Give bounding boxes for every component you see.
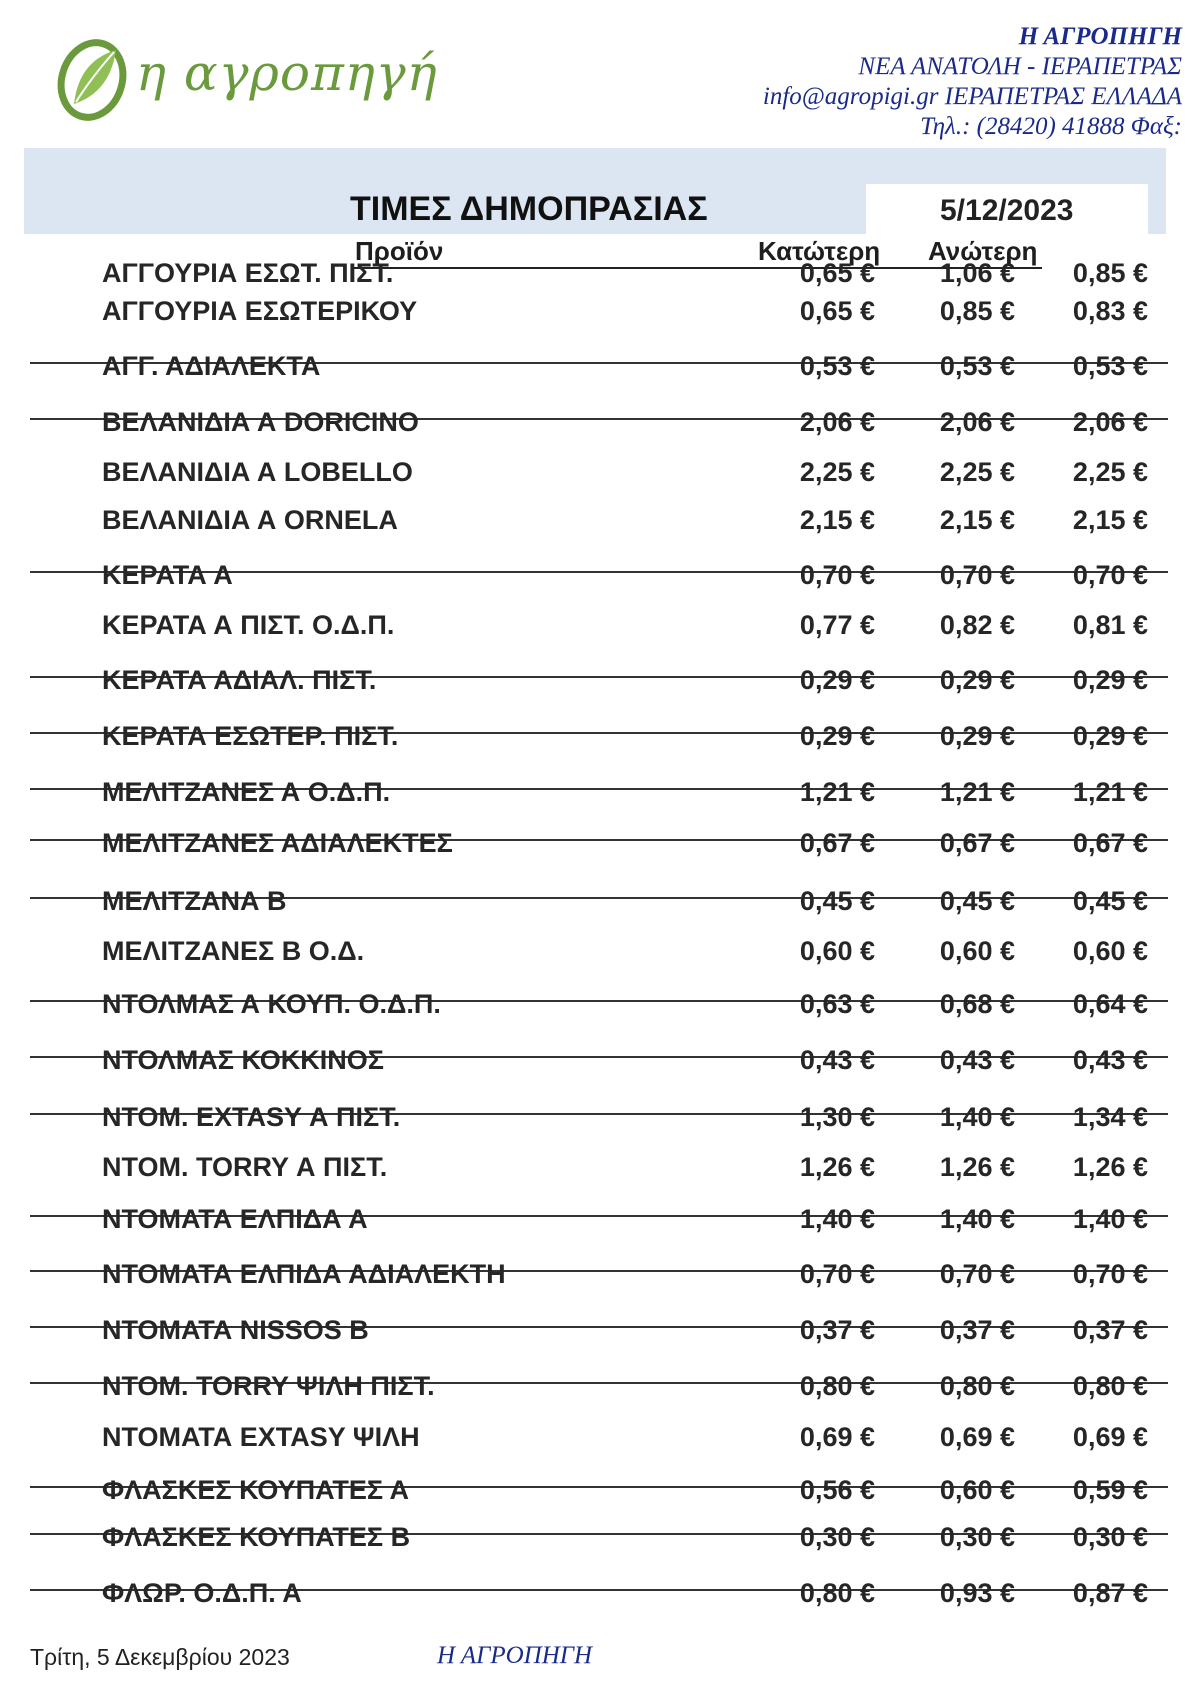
price-avg: 0,60 € [1072,936,1148,966]
price-high: 0,82 € [939,610,1015,640]
product-name: ΑΓΓ. ΑΔΙΑΛΕΚΤΑ [102,351,321,381]
table-row [0,347,1200,387]
price-avg: 0,59 € [1072,1475,1148,1505]
product-name: ΚΕΡΑΤΑ ΕΣΩΤΕΡ. ΠΙΣΤ. [102,721,399,751]
price-high: 0,53 € [939,351,1015,381]
price-low: 0,43 € [799,1045,875,1075]
price-high: 0,70 € [939,1259,1015,1289]
price-low: 0,67 € [799,828,875,858]
product-name: ΜΕΛΙΤΖΑΝΕΣ ΑΔΙΑΛΕΚΤΕΣ [102,828,453,858]
price-avg: 0,87 € [1072,1578,1148,1608]
product-name: ΦΛΑΣΚΕΣ ΚΟΥΠΑΤΕΣ Β [102,1522,411,1552]
table-row [0,606,1200,646]
company-info [763,22,1182,142]
table-row [0,932,1200,972]
product-name: ΝΤΟΜΑΤΑ ΕΛΠΙΔΑ ΑΔΙΑΛΕΚΤΗ [102,1259,506,1289]
logo-text: η αγροπηγή [136,44,438,102]
price-avg: 0,83 € [1072,296,1148,326]
company-logo [52,30,438,130]
price-avg: 0,53 € [1072,351,1148,381]
company-phone: Τηλ.: (28420) 41888 Φαξ: [920,113,1182,140]
price-high: 2,06 € [939,407,1015,437]
company-email[interactable]: info@agropigi.gr ΙΕΡΑΠΕΤΡΑΣ ΕΛΛΑΔΑ [762,83,1182,110]
table-row [0,1255,1200,1295]
price-low: 0,29 € [799,665,875,695]
price-high: 0,93 € [939,1578,1015,1608]
company-address: ΝΕΑ ΑΝΑΤΟΛΗ - ΙΕΡΑΠΕΤΡΑΣ [858,53,1182,80]
table-row [0,403,1200,443]
price-low: 1,40 € [799,1204,875,1234]
price-high: 0,68 € [939,989,1015,1019]
price-high: 1,26 € [939,1152,1015,1182]
product-name: ΝΤΟΛΜΑΣ Α ΚΟΥΠ. Ο.Δ.Π. [102,989,441,1019]
price-low: 0,63 € [799,989,875,1019]
column-header-high: Ανώτερη [928,236,1038,266]
product-name: ΜΕΛΙΤΖΑΝΑ Β [102,886,287,916]
price-high: 2,15 € [939,505,1015,535]
price-avg: 2,25 € [1072,457,1148,487]
price-avg: 0,67 € [1072,828,1148,858]
price-avg: 1,26 € [1072,1152,1148,1182]
price-high: 0,67 € [939,828,1015,858]
product-name: ΑΓΓΟΥΡΙΑ ΕΣΩΤ. ΠΙΣΤ. [102,258,394,288]
price-low: 2,15 € [799,505,875,535]
table-row [0,1471,1200,1511]
table-row [0,985,1200,1025]
product-name: ΑΓΓΟΥΡΙΑ ΕΣΩΤΕΡΙΚΟΥ [102,296,418,326]
price-avg: 1,40 € [1072,1204,1148,1234]
price-high: 0,80 € [939,1371,1015,1401]
table-row [0,501,1200,541]
price-high: 1,21 € [939,777,1015,807]
price-low: 0,60 € [799,936,875,966]
table-row [0,1518,1200,1558]
product-name: ΜΕΛΙΤΖΑΝΕΣ Α Ο.Δ.Π. [102,777,391,807]
price-low: 1,30 € [799,1102,875,1132]
price-avg: 2,15 € [1072,505,1148,535]
table-row [0,1041,1200,1081]
price-high: 0,29 € [939,721,1015,751]
leaf-icon [52,30,142,130]
price-high: 1,06 € [939,258,1015,288]
table-row [0,453,1200,493]
table-row [0,292,1200,332]
price-avg: 0,70 € [1072,560,1148,590]
price-avg: 0,85 € [1072,258,1148,288]
product-name: ΚΕΡΑΤΑ Α [102,560,233,590]
price-low: 0,70 € [799,560,875,590]
product-name: ΒΕΛΑΝΙΔΙΑ Α ORNELA [102,505,398,535]
price-high: 0,85 € [939,296,1015,326]
product-name: ΒΕΛΑΝΙΔΙΑ Α LOBELLO [102,457,413,487]
product-name: ΝΤΟΜΑΤΑ ΕΛΠΙΔΑ Α [102,1204,368,1234]
price-high: 0,30 € [939,1522,1015,1552]
page-title: ΤΙΜΕΣ ΔΗΜΟΠΡΑΣΙΑΣ [350,190,708,228]
price-avg: 0,45 € [1072,886,1148,916]
column-header-low: Κατώτερη [758,236,881,266]
price-low: 0,29 € [799,721,875,751]
price-low: 0,77 € [799,610,875,640]
price-low: 0,65 € [799,258,875,288]
price-avg: 0,29 € [1072,665,1148,695]
price-low: 0,70 € [799,1259,875,1289]
price-low: 0,80 € [799,1578,875,1608]
table-row [0,882,1200,922]
price-high: 0,69 € [939,1422,1015,1452]
product-name: ΒΕΛΑΝΙΔΙΑ Α DORICINO [102,407,419,437]
table-row [0,717,1200,757]
price-low: 0,53 € [799,351,875,381]
price-high: 0,37 € [939,1315,1015,1345]
table-row [0,556,1200,596]
column-header-product: Προϊόν [355,236,444,266]
table-row [0,1098,1200,1138]
table-row [0,1311,1200,1351]
table-row [0,254,1200,294]
company-name: Η ΑΓΡΟΠΗΓΗ [1018,23,1182,50]
product-name: ΝΤΟΜ. TORRY ΨΙΛΗ ΠΙΣΤ. [102,1371,435,1401]
table-row [0,773,1200,813]
table-row [0,1367,1200,1407]
price-low: 0,37 € [799,1315,875,1345]
price-avg: 0,69 € [1072,1422,1148,1452]
price-avg: 0,70 € [1072,1259,1148,1289]
price-high: 0,60 € [939,936,1015,966]
price-high: 0,70 € [939,560,1015,590]
price-low: 2,06 € [799,407,875,437]
date-box [866,184,1148,234]
price-avg: 0,64 € [1072,989,1148,1019]
table-row [0,1200,1200,1240]
table-row [0,824,1200,864]
product-name: ΝΤΟΜΑΤΑ EXTASY ΨΙΛΗ [102,1422,420,1452]
price-high: 0,43 € [939,1045,1015,1075]
product-name: ΝΤΟΜ. TORRY Α ΠΙΣΤ. [102,1152,388,1182]
table-row [0,1574,1200,1614]
product-name: ΦΛΩΡ. Ο.Δ.Π. Α [102,1578,302,1608]
price-avg: 0,29 € [1072,721,1148,751]
product-name: ΚΕΡΑΤΑ ΑΔΙΑΛ. ΠΙΣΤ. [102,665,377,695]
price-low: 0,45 € [799,886,875,916]
auction-date: 5/12/2023 [940,194,1074,227]
product-name: ΦΛΑΣΚΕΣ ΚΟΥΠΑΤΕΣ Α [102,1475,410,1505]
price-avg: 0,37 € [1072,1315,1148,1345]
price-avg: 0,80 € [1072,1371,1148,1401]
table-row [0,1148,1200,1188]
price-low: 1,26 € [799,1152,875,1182]
price-low: 0,30 € [799,1522,875,1552]
price-high: 0,45 € [939,886,1015,916]
product-name: ΝΤΟΜ. EXTASY Α ΠΙΣΤ. [102,1102,401,1132]
price-avg: 0,43 € [1072,1045,1148,1075]
price-avg: 0,81 € [1072,610,1148,640]
price-low: 0,80 € [799,1371,875,1401]
price-low: 0,56 € [799,1475,875,1505]
price-high: 2,25 € [939,457,1015,487]
product-name: ΝΤΟΜΑΤΑ NISSOS Β [102,1315,369,1345]
price-low: 1,21 € [799,777,875,807]
price-low: 0,65 € [799,296,875,326]
price-low: 0,69 € [799,1422,875,1452]
footer-company: Η ΑΓΡΟΠΗΓΗ [437,1642,593,1669]
price-high: 1,40 € [939,1204,1015,1234]
table-row [0,661,1200,701]
price-avg: 1,21 € [1072,777,1148,807]
price-high: 1,40 € [939,1102,1015,1132]
product-name: ΝΤΟΛΜΑΣ ΚΟΚΚΙΝΟΣ [102,1045,384,1075]
price-avg: 2,06 € [1072,407,1148,437]
product-name: ΚΕΡΑΤΑ Α ΠΙΣΤ. Ο.Δ.Π. [102,610,395,640]
price-low: 2,25 € [799,457,875,487]
price-avg: 1,34 € [1072,1102,1148,1132]
price-avg: 0,30 € [1072,1522,1148,1552]
product-name: ΜΕΛΙΤΖΑΝΕΣ Β Ο.Δ. [102,936,365,966]
table-row [0,1418,1200,1458]
footer-date: Τρίτη, 5 Δεκεμβρίου 2023 [30,1644,290,1670]
price-high: 0,60 € [939,1475,1015,1505]
price-high: 0,29 € [939,665,1015,695]
